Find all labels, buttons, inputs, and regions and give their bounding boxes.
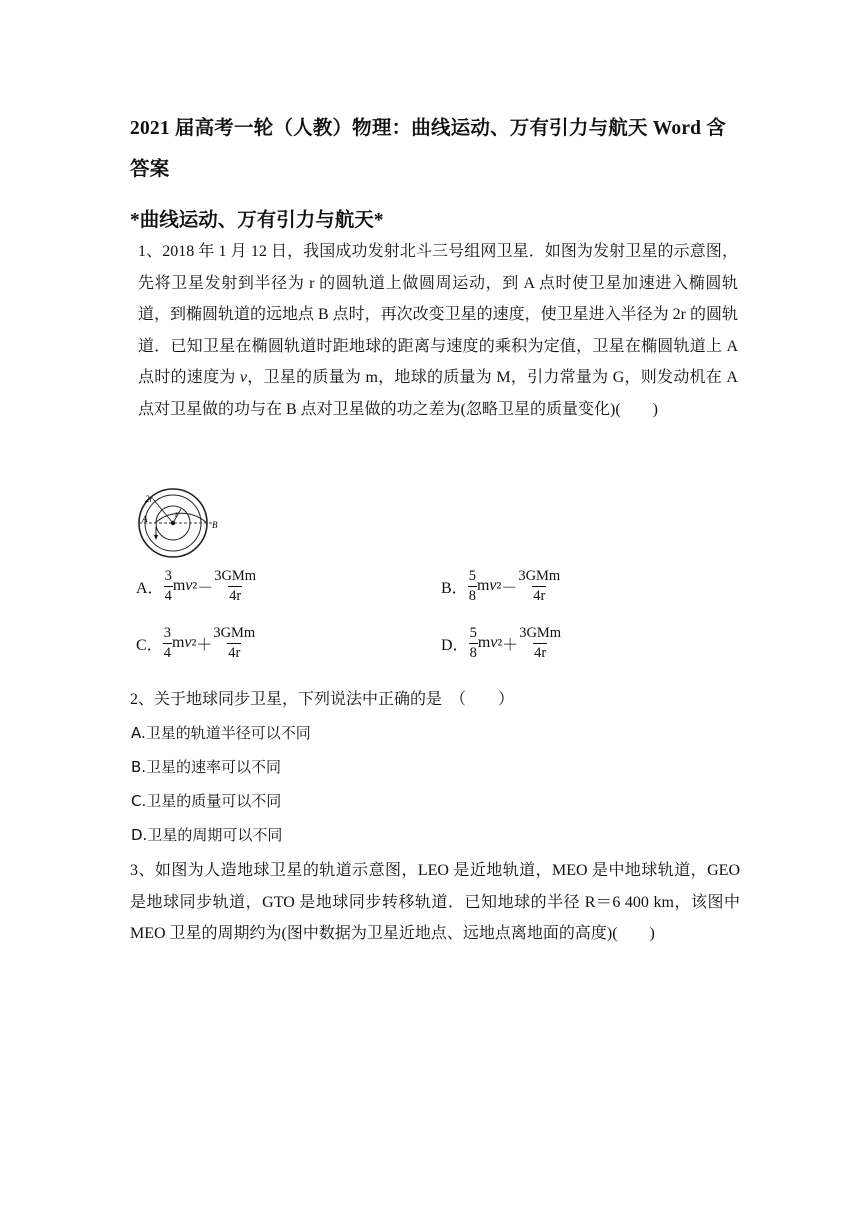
q1-option-a[interactable]: A． $\frac{3}{4}$ m v ²－ $\frac{\text{3GMm}}{4r}$	[136, 568, 257, 604]
question-1-text: 1、2018 年 1 月 12 日，我国成功发射北斗三号组网卫星．如图为发射卫星的示意图，先将卫星发射到半径为 r 的圆轨道上做圆周运动，到 A 点时使卫星加速进入椭圆轨道，到椭圆轨道的远地点 B 点时，再次改变卫星的速度，使卫星进入半径为 2r 的圆轨道．已知卫星在椭圆轨道时距地球的距离与速度的乘积为定值，卫星在椭圆轨道上 A 点时的速度为 v，卫星的质量为 m，地球的质量为 M，引力常量为 G，则发动机在 A 点对卫星做的功与在 B 点对卫星做的功之差为(忽略卫星的质量变化)( )	[138, 243, 739, 418]
section-heading: *曲线运动、万有引力与航天*	[130, 210, 384, 231]
q2-option-a[interactable]: A.卫星的轨道半径可以不同	[131, 724, 311, 742]
question-3-text: 3、如图为人造地球卫星的轨道示意图，LEO 是近地轨道，MEO 是中地球轨道，GEO 是地球同步轨道，GTO 是地球同步转移轨道．已知地球的半径 R＝6 400 km，该图中 MEO 卫星的周期约为(图中数据为卫星近地点、远地点离地面的高度)( )	[130, 862, 740, 943]
q2-option-b[interactable]: B.卫星的速率可以不同	[131, 758, 282, 776]
label-A: A	[142, 514, 148, 524]
q2-option-c[interactable]: C.卫星的质量可以不同	[131, 792, 282, 810]
q1-option-b[interactable]: B． $\frac{5}{8}$ m v ²－ $\frac{\text{3GMm}}{4r}$	[441, 568, 561, 604]
question-2-text: 2、关于地球同步卫星，下列说法中正确的是 （ ）	[130, 691, 515, 708]
q2-option-d[interactable]: D.卫星的周期可以不同	[131, 826, 283, 844]
q1-option-d[interactable]: D． $\frac{5}{8}$ m v ²＋ $\frac{\text{3GMm}}{4r}$	[441, 625, 562, 661]
label-B: B	[212, 520, 218, 530]
label-r: r	[175, 509, 179, 519]
label-2r: 2r	[145, 494, 154, 504]
q1-option-c[interactable]: C． $\frac{3}{4}$ m v ²＋ $\frac{\text{3GMm}}{4r}$	[136, 625, 256, 661]
document-title: 2021 届高考一轮（人教）物理：曲线运动、万有引力与航天 Word 含答案	[130, 118, 726, 180]
orbit-diagram	[133, 487, 219, 559]
